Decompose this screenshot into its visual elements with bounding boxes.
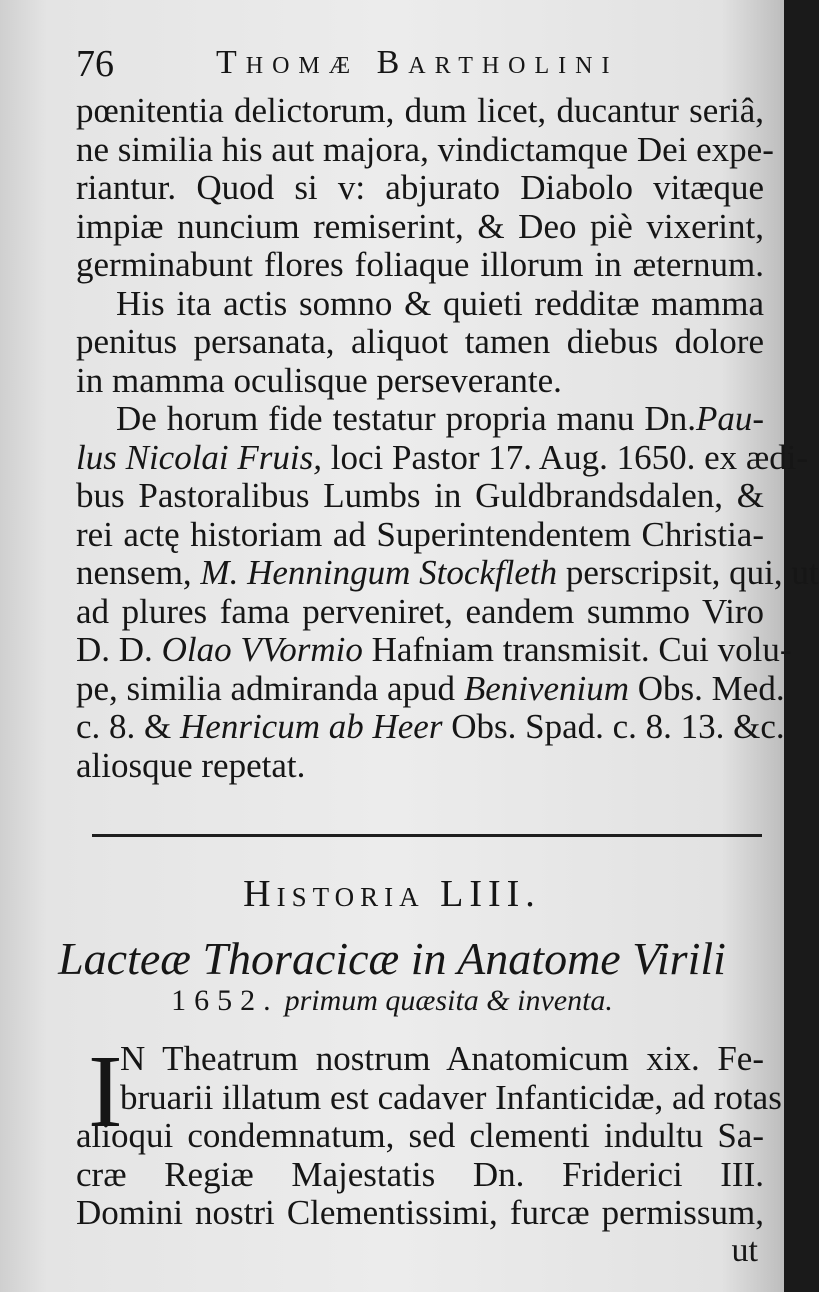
body-text-top [76, 91, 819, 785]
italic-name: Pau- [695, 399, 764, 438]
text-line [76, 553, 819, 593]
text-line: germinabunt flores foliaque illorum in æternum. [76, 245, 764, 284]
text-line: penitus persanata, aliquot tamen diebus dolore [76, 322, 764, 361]
text-run: c. 8. & [76, 707, 181, 746]
text-line [76, 630, 792, 670]
text-line [76, 668, 785, 709]
italic-name: Olao VVormio [161, 630, 363, 669]
text-line: Domini nostri Clementissimi, furcæ permissum, [76, 1193, 764, 1232]
italic-name: Henricum ab Heer [180, 707, 443, 746]
page-number: 76 [76, 43, 114, 85]
running-title: Thomæ Bartholini [216, 44, 619, 81]
catchword: ut [731, 1232, 758, 1269]
italic-name: Benivenium [463, 668, 630, 708]
text-line: His ita actis somno & quieti redditæ mamma [116, 283, 764, 323]
text-line: alioqui condemnatum, sed clementi indultu Sa- [76, 1116, 764, 1155]
text-run: Obs. Spad. c. 8. 13. &c. [442, 707, 785, 746]
text-line: bruarii illatum est cadaver Infanticidæ, ad rotas [120, 1077, 782, 1117]
drop-cap: I [88, 1034, 123, 1149]
text-line: riantur. Quod si v: abjurato Diabolo vitæque [76, 168, 764, 207]
section-subtitle: Lacteæ Thoracicæ in Anatome Virili [58, 933, 726, 984]
text-run: pe, similia admiranda apud [76, 668, 464, 708]
text-line [76, 400, 764, 439]
text-line [76, 707, 785, 747]
text-line: bus Pastoralibus Lumbs in Guldbrandsdalen, & [76, 476, 764, 515]
text-line: in mamma oculisque perseverante. [76, 360, 562, 400]
text-run: De horum fide testatur propria manu Dn. [116, 399, 696, 438]
section-heading: Historia LIII. [243, 873, 541, 915]
section-divider [92, 834, 762, 837]
text-run: nensem, [76, 553, 201, 592]
text-run: Hafniam transmisit. Cui volu- [362, 630, 792, 669]
text-line: impiæ nuncium remiserint, & Deo piè vixerint, [76, 206, 764, 246]
subtitle-rest: primum quæsita & inventa. [284, 984, 613, 1017]
text-line: aliosque repetat. [76, 745, 306, 785]
italic-name: M. Henningum Stockfleth [200, 553, 558, 592]
year: 1652. [171, 984, 279, 1017]
italic-name: lus Nicolai Fruis, [76, 437, 322, 477]
text-run: D. D. [76, 630, 162, 669]
text-line: cræ Regiæ Majestatis Dn. Friderici III. [76, 1154, 764, 1194]
page-header [76, 38, 676, 88]
text-line: pœnitentia delictorum, dum licet, ducantur seriâ, [76, 91, 764, 130]
text-line: ad plures fama perveniret, eandem summo Viro [76, 591, 764, 631]
section-subtitle-line2 [0, 984, 784, 1018]
text-run: perscripsit, qui, ut [557, 553, 819, 592]
text-line: rei actę historiam ad Superintendentem Christia- [76, 514, 764, 554]
text-line [76, 437, 809, 478]
text-run: loci Pastor 17. Aug. 1650. ex ædi- [322, 437, 809, 477]
text-run: Obs. Med. [629, 668, 785, 708]
text-line: N Theatrum nostrum Anatomicum xix. Fe- [120, 1039, 764, 1078]
body-text-bottom [76, 1034, 782, 1233]
text-line: ne similia his aut majora, vindictamque Dei expe- [76, 129, 774, 169]
